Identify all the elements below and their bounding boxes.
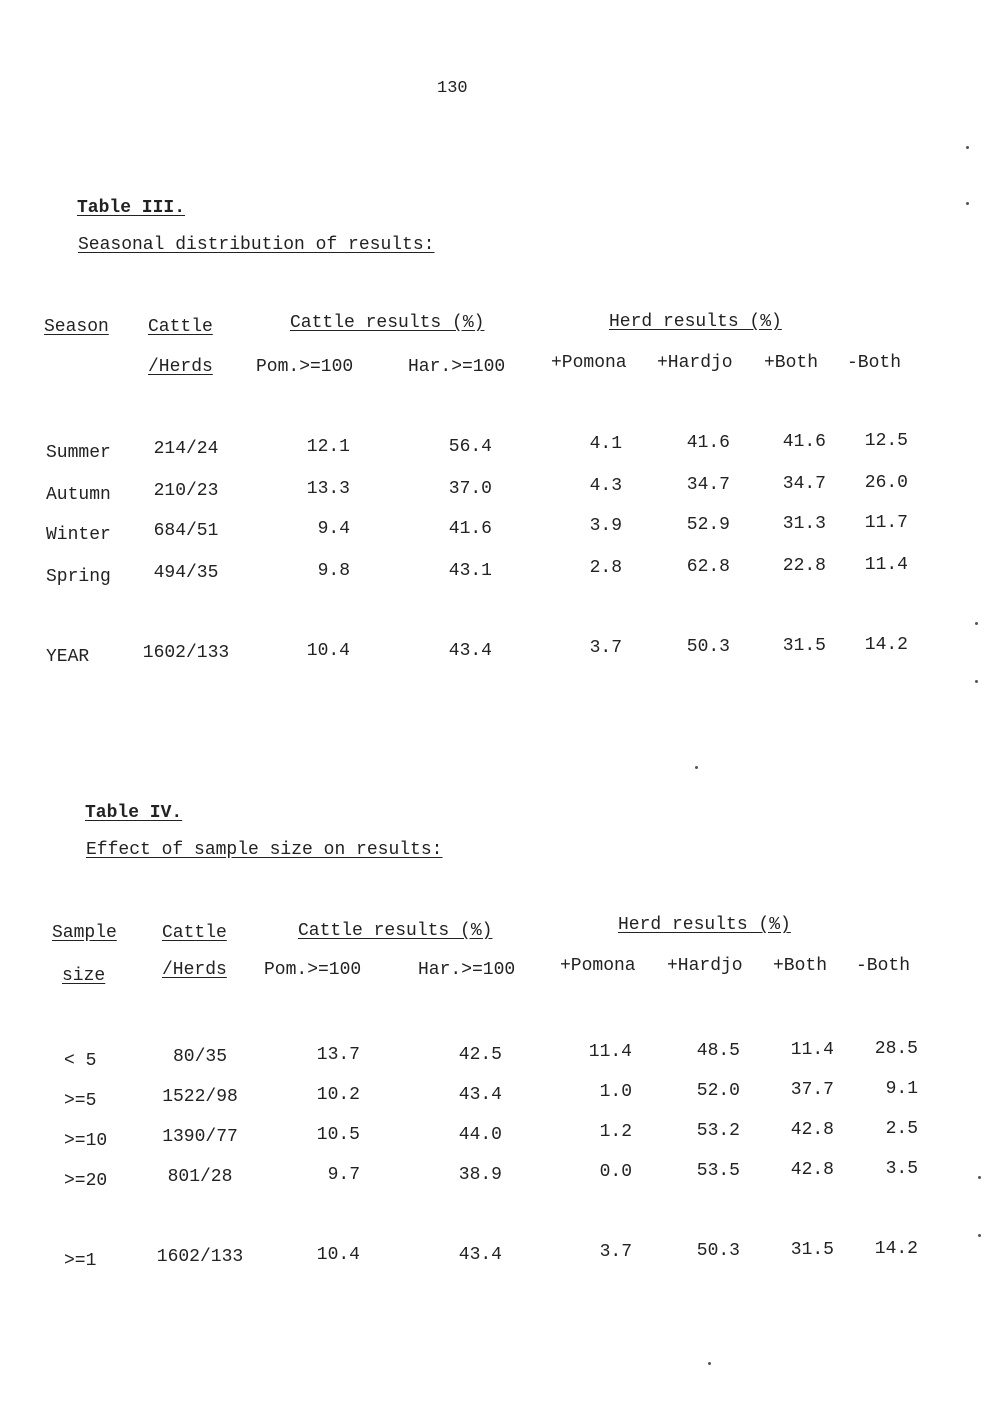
cell-pomona: 3.7: [589, 638, 622, 658]
cell-both: 31.5: [790, 1240, 834, 1260]
cell-neither: 11.4: [864, 555, 908, 575]
header-neither: -Both: [856, 956, 911, 976]
cell-har: 43.4: [458, 1245, 502, 1265]
row-label: Summer: [46, 443, 111, 463]
header-pom: Pom.>=100: [256, 357, 354, 377]
cell-pom: 10.4: [316, 1245, 360, 1265]
cell-cattle-herds: 80/35: [172, 1047, 227, 1067]
cell-hardjo: 53.2: [696, 1121, 740, 1141]
cell-pomona: 11.4: [588, 1042, 632, 1062]
cell-har: 43.4: [448, 641, 492, 661]
cell-cattle-herds: 494/35: [153, 563, 219, 583]
cell-pomona: 0.0: [599, 1162, 632, 1182]
cell-cattle-herds: 1390/77: [162, 1127, 238, 1147]
table-subtitle: Seasonal distribution of results:: [78, 235, 435, 255]
cell-cattle-herds: 214/24: [153, 439, 219, 459]
header-both: +Both: [764, 353, 819, 373]
header-pomona: +Pomona: [551, 353, 627, 373]
cell-cattle-herds: 684/51: [153, 521, 219, 541]
cell-both: 42.8: [790, 1160, 834, 1180]
cell-cattle-herds: 1602/133: [142, 643, 230, 663]
cell-cattle-herds: 1602/133: [156, 1247, 244, 1267]
row-label: YEAR: [46, 647, 90, 667]
cell-hardjo: 41.6: [686, 433, 730, 453]
cell-pomona: 3.7: [599, 1242, 632, 1262]
header-col1-line1: Cattle: [162, 923, 227, 943]
cell-both: 37.7: [790, 1080, 834, 1100]
cell-hardjo: 50.3: [686, 637, 730, 657]
cell-har: 37.0: [448, 479, 492, 499]
cell-pomona: 4.1: [589, 434, 622, 454]
row-label: >=10: [64, 1131, 108, 1151]
cell-pom: 13.7: [316, 1045, 360, 1065]
cell-pom: 12.1: [306, 437, 350, 457]
cell-hardjo: 53.5: [696, 1161, 740, 1181]
cell-har: 38.9: [458, 1165, 502, 1185]
table-subtitle: Effect of sample size on results:: [86, 840, 443, 860]
cell-both: 31.5: [782, 636, 826, 656]
cell-pomona: 1.0: [599, 1082, 632, 1102]
cell-cattle-herds: 1522/98: [162, 1087, 238, 1107]
cell-pomona: 4.3: [589, 476, 622, 496]
header-har: Har.>=100: [408, 357, 506, 377]
cell-hardjo: 52.0: [696, 1081, 740, 1101]
header-col1-line2: /Herds: [148, 357, 213, 377]
cell-har: 41.6: [448, 519, 492, 539]
scan-speck: [966, 202, 969, 205]
cell-neither: 26.0: [864, 473, 908, 493]
row-label: Autumn: [46, 485, 111, 505]
cell-pom: 10.4: [306, 641, 350, 661]
row-label: Winter: [46, 525, 111, 545]
row-label: Spring: [46, 567, 111, 587]
header-both: +Both: [773, 956, 828, 976]
cell-both: 34.7: [782, 474, 826, 494]
cell-har: 42.5: [458, 1045, 502, 1065]
cell-both: 42.8: [790, 1120, 834, 1140]
header-har: Har.>=100: [418, 960, 516, 980]
cell-pomona: 2.8: [589, 558, 622, 578]
cell-pom: 9.8: [317, 561, 350, 581]
header-col1-line2: /Herds: [162, 960, 227, 980]
scan-speck: [975, 622, 978, 625]
table-title: Table IV.: [85, 803, 183, 823]
cell-both: 41.6: [782, 432, 826, 452]
table-title: Table III.: [77, 198, 186, 218]
row-label: < 5: [64, 1051, 97, 1071]
header-col0-line2: size: [62, 966, 106, 986]
cell-har: 43.1: [448, 561, 492, 581]
cell-hardjo: 48.5: [696, 1041, 740, 1061]
cell-pomona: 1.2: [599, 1122, 632, 1142]
cell-cattle-herds: 210/23: [153, 481, 219, 501]
scan-speck: [708, 1362, 711, 1365]
header-hardjo: +Hardjo: [667, 956, 743, 976]
cell-har: 56.4: [448, 437, 492, 457]
header-pom: Pom.>=100: [264, 960, 362, 980]
cell-neither: 11.7: [864, 513, 908, 533]
cell-neither: 12.5: [864, 431, 908, 451]
page-number: 130: [437, 79, 468, 98]
scan-speck: [978, 1176, 981, 1179]
cell-neither: 14.2: [874, 1239, 918, 1259]
cell-neither: 9.1: [885, 1079, 918, 1099]
header-group-herd-results: Herd results (%): [618, 915, 791, 935]
cell-neither: 14.2: [864, 635, 908, 655]
header-col0-line1: Season: [44, 317, 109, 337]
header-group-herd-results: Herd results (%): [609, 312, 782, 332]
cell-hardjo: 50.3: [696, 1241, 740, 1261]
row-label: >=5: [64, 1091, 97, 1111]
cell-both: 22.8: [782, 556, 826, 576]
scan-speck: [695, 766, 698, 769]
cell-hardjo: 34.7: [686, 475, 730, 495]
cell-pom: 9.7: [327, 1165, 360, 1185]
cell-har: 44.0: [458, 1125, 502, 1145]
header-hardjo: +Hardjo: [657, 353, 733, 373]
row-label: >=1: [64, 1251, 97, 1271]
cell-pom: 9.4: [317, 519, 350, 539]
cell-neither: 2.5: [885, 1119, 918, 1139]
header-group-cattle-results: Cattle results (%): [298, 921, 493, 941]
scan-speck: [978, 1234, 981, 1237]
cell-both: 31.3: [782, 514, 826, 534]
cell-neither: 28.5: [874, 1039, 918, 1059]
cell-pom: 13.3: [306, 479, 350, 499]
cell-pom: 10.5: [316, 1125, 360, 1145]
row-label: >=20: [64, 1171, 108, 1191]
header-group-cattle-results: Cattle results (%): [290, 313, 485, 333]
header-pomona: +Pomona: [560, 956, 636, 976]
scan-speck: [975, 680, 978, 683]
cell-cattle-herds: 801/28: [167, 1167, 233, 1187]
header-neither: -Both: [847, 353, 902, 373]
cell-hardjo: 62.8: [686, 557, 730, 577]
header-col1-line1: Cattle: [148, 317, 213, 337]
cell-hardjo: 52.9: [686, 515, 730, 535]
cell-har: 43.4: [458, 1085, 502, 1105]
cell-pom: 10.2: [316, 1085, 360, 1105]
cell-pomona: 3.9: [589, 516, 622, 536]
cell-neither: 3.5: [885, 1159, 918, 1179]
header-col0-line1: Sample: [52, 923, 117, 943]
cell-both: 11.4: [790, 1040, 834, 1060]
scan-speck: [966, 146, 969, 149]
